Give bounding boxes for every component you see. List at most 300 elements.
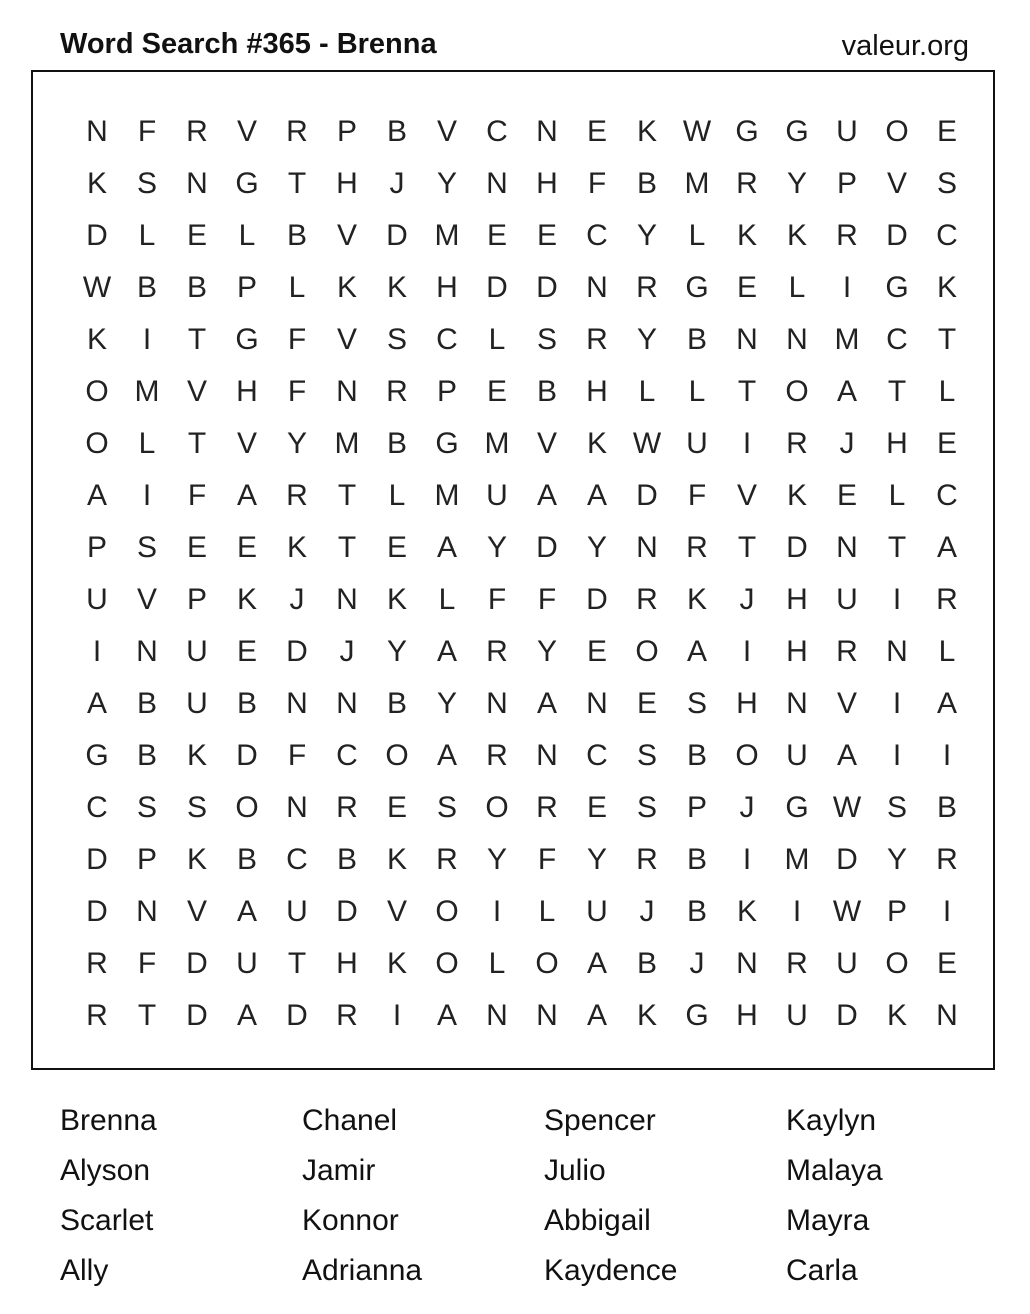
grid-letter: F xyxy=(287,739,307,772)
grid-letter: B xyxy=(636,167,657,200)
grid-letter: D xyxy=(186,999,208,1032)
grid-letter: K xyxy=(636,999,657,1032)
grid-letter: H xyxy=(886,427,908,460)
grid-letter: Y xyxy=(536,635,557,668)
grid-letter: E xyxy=(936,427,957,460)
grid-letter: T xyxy=(187,323,207,356)
grid-letter: A xyxy=(536,687,557,720)
grid-letter: C xyxy=(886,323,908,356)
grid-letter: R xyxy=(836,635,858,668)
grid-letter: T xyxy=(937,323,957,356)
grid-letter: I xyxy=(142,479,152,512)
grid-letter: D xyxy=(786,531,808,564)
grid-letter: G xyxy=(685,999,709,1032)
grid-letter: E xyxy=(536,219,557,252)
grid-letter: F xyxy=(587,167,607,200)
grid-letter: T xyxy=(187,427,207,460)
word-list-item: Kaydence xyxy=(544,1254,678,1287)
grid-letter: J xyxy=(689,947,705,980)
grid-letter: R xyxy=(486,635,508,668)
grid-letter: A xyxy=(586,947,607,980)
grid-letter: Y xyxy=(486,843,507,876)
grid-letter: A xyxy=(236,999,257,1032)
grid-letter: H xyxy=(336,947,358,980)
grid-letter: R xyxy=(186,115,208,148)
grid-letter: D xyxy=(186,947,208,980)
grid-letter: F xyxy=(687,479,707,512)
grid-letter: G xyxy=(435,427,459,460)
grid-letter: S xyxy=(886,791,907,824)
grid-letter: V xyxy=(336,323,357,356)
grid-letter: S xyxy=(136,167,157,200)
grid-letter: H xyxy=(786,583,808,616)
grid-letter: M xyxy=(334,427,360,460)
word-list-item: Adrianna xyxy=(302,1254,423,1287)
grid-letter: E xyxy=(936,115,957,148)
grid-letter: E xyxy=(836,479,857,512)
word-list-item: Carla xyxy=(786,1254,858,1287)
grid-letter: R xyxy=(786,427,808,460)
grid-letter: K xyxy=(286,531,307,564)
grid-letter: F xyxy=(137,947,157,980)
grid-letter: N xyxy=(886,635,908,668)
grid-letter: M xyxy=(434,479,460,512)
grid-letter: O xyxy=(735,739,759,772)
grid-letter: Y xyxy=(586,843,607,876)
grid-letter: W xyxy=(682,115,712,148)
grid-letter: R xyxy=(286,479,308,512)
grid-letter: A xyxy=(436,531,457,564)
grid-letter: H xyxy=(536,167,558,200)
word-list-item: Spencer xyxy=(544,1104,656,1137)
grid-letter: A xyxy=(936,687,957,720)
grid-letter: E xyxy=(186,219,207,252)
grid-letter: W xyxy=(832,791,862,824)
letter-grid xyxy=(72,106,972,1042)
grid-letter: U xyxy=(686,427,708,460)
grid-letter: I xyxy=(942,739,952,772)
grid-letter: A xyxy=(236,479,257,512)
grid-letter: C xyxy=(86,791,108,824)
grid-letter: T xyxy=(887,375,907,408)
grid-letter: K xyxy=(186,843,207,876)
grid-letter: I xyxy=(742,843,752,876)
grid-letter: V xyxy=(536,427,557,460)
word-list-item: Mayra xyxy=(786,1204,870,1237)
grid-letter: O xyxy=(435,895,459,928)
grid-letter: L xyxy=(938,635,956,668)
grid-letter: D xyxy=(536,531,558,564)
grid-letter: V xyxy=(186,375,207,408)
grid-letter: A xyxy=(686,635,707,668)
puzzle-board xyxy=(31,70,995,1070)
grid-letter: G xyxy=(235,167,259,200)
grid-letter: A xyxy=(436,999,457,1032)
grid-letter: O xyxy=(385,739,409,772)
grid-letter: M xyxy=(834,323,860,356)
grid-letter: I xyxy=(892,739,902,772)
grid-letter: S xyxy=(436,791,457,824)
grid-letter: B xyxy=(136,687,157,720)
grid-letter: O xyxy=(85,375,109,408)
grid-letter: C xyxy=(286,843,308,876)
grid-letter: N xyxy=(336,583,358,616)
grid-letter: P xyxy=(836,167,857,200)
word-list-item: Scarlet xyxy=(60,1204,154,1237)
grid-letter: J xyxy=(289,583,305,616)
grid-letter: E xyxy=(186,531,207,564)
grid-letter: Y xyxy=(386,635,407,668)
grid-letter: E xyxy=(486,375,507,408)
grid-letter: B xyxy=(136,271,157,304)
grid-letter: G xyxy=(785,791,809,824)
grid-letter: K xyxy=(786,219,807,252)
grid-letter: Y xyxy=(636,219,657,252)
grid-letter: D xyxy=(486,271,508,304)
grid-letter: L xyxy=(238,219,256,252)
grid-letter: K xyxy=(236,583,257,616)
grid-letter: L xyxy=(888,479,906,512)
grid-letter: U xyxy=(786,739,808,772)
grid-letter: D xyxy=(286,999,308,1032)
grid-letter: B xyxy=(636,947,657,980)
grid-letter: A xyxy=(86,687,107,720)
grid-letter: J xyxy=(339,635,355,668)
grid-letter: W xyxy=(632,427,662,460)
grid-letter: A xyxy=(586,479,607,512)
grid-letter: C xyxy=(586,739,608,772)
grid-letter: A xyxy=(536,479,557,512)
grid-letter: S xyxy=(186,791,207,824)
grid-letter: I xyxy=(892,583,902,616)
grid-letter: E xyxy=(236,635,257,668)
grid-letter: N xyxy=(286,687,308,720)
grid-letter: B xyxy=(686,895,707,928)
grid-letter: M xyxy=(784,843,810,876)
grid-letter: F xyxy=(287,375,307,408)
grid-letter: R xyxy=(636,271,658,304)
grid-letter: G xyxy=(785,115,809,148)
grid-letter: L xyxy=(538,895,556,928)
grid-letter: V xyxy=(886,167,907,200)
grid-letter: T xyxy=(737,531,757,564)
grid-letter: A xyxy=(436,739,457,772)
grid-letter: V xyxy=(736,479,757,512)
grid-letter: N xyxy=(636,531,658,564)
grid-letter: S xyxy=(386,323,407,356)
grid-letter: I xyxy=(92,635,102,668)
grid-letter: U xyxy=(586,895,608,928)
grid-letter: V xyxy=(836,687,857,720)
grid-letter: C xyxy=(486,115,508,148)
grid-letter: E xyxy=(636,687,657,720)
grid-letter: N xyxy=(486,999,508,1032)
grid-letter: U xyxy=(86,583,108,616)
grid-letter: U xyxy=(286,895,308,928)
grid-letter: P xyxy=(686,791,707,824)
grid-letter: C xyxy=(936,479,958,512)
grid-letter: D xyxy=(886,219,908,252)
grid-letter: J xyxy=(389,167,405,200)
grid-letter: F xyxy=(487,583,507,616)
grid-letter: W xyxy=(82,271,112,304)
grid-letter: G xyxy=(85,739,109,772)
grid-letter: B xyxy=(236,687,257,720)
grid-letter: I xyxy=(142,323,152,356)
grid-letter: H xyxy=(736,999,758,1032)
grid-letter: O xyxy=(435,947,459,980)
grid-letter: C xyxy=(936,219,958,252)
grid-letter: O xyxy=(885,947,909,980)
grid-letter: O xyxy=(235,791,259,824)
grid-letter: U xyxy=(836,115,858,148)
grid-letter: B xyxy=(686,843,707,876)
grid-letter: N xyxy=(736,947,758,980)
grid-letter: R xyxy=(936,583,958,616)
grid-letter: Y xyxy=(886,843,907,876)
grid-letter: F xyxy=(187,479,207,512)
grid-letter: N xyxy=(86,115,108,148)
grid-letter: D xyxy=(386,219,408,252)
grid-letter: B xyxy=(386,115,407,148)
grid-letter: I xyxy=(792,895,802,928)
grid-letter: A xyxy=(436,635,457,668)
grid-letter: J xyxy=(739,791,755,824)
grid-letter: K xyxy=(686,583,707,616)
grid-letter: E xyxy=(586,115,607,148)
grid-letter: K xyxy=(936,271,957,304)
grid-letter: G xyxy=(235,323,259,356)
grid-letter: K xyxy=(636,115,657,148)
grid-letter: T xyxy=(287,947,307,980)
grid-letter: N xyxy=(786,687,808,720)
grid-letter: S xyxy=(636,739,657,772)
grid-letter: L xyxy=(788,271,806,304)
grid-letter: Y xyxy=(286,427,307,460)
grid-letter: N xyxy=(586,271,608,304)
grid-letter: F xyxy=(537,843,557,876)
grid-letter: E xyxy=(736,271,757,304)
word-list-item: Ally xyxy=(60,1254,109,1287)
grid-letter: N xyxy=(786,323,808,356)
grid-letter: M xyxy=(684,167,710,200)
grid-letter: S xyxy=(636,791,657,824)
grid-letter: D xyxy=(86,219,108,252)
grid-letter: L xyxy=(288,271,306,304)
grid-letter: D xyxy=(836,999,858,1032)
grid-letter: T xyxy=(337,531,357,564)
grid-letter: P xyxy=(236,271,257,304)
grid-letter: Y xyxy=(486,531,507,564)
word-list-item: Brenna xyxy=(60,1104,157,1137)
grid-letter: A xyxy=(836,375,857,408)
grid-letter: H xyxy=(436,271,458,304)
grid-letter: L xyxy=(138,219,156,252)
grid-letter: P xyxy=(136,843,157,876)
grid-letter: P xyxy=(186,583,207,616)
grid-letter: N xyxy=(736,323,758,356)
grid-letter: Y xyxy=(786,167,807,200)
grid-letter: M xyxy=(434,219,460,252)
grid-letter: L xyxy=(688,375,706,408)
grid-letter: R xyxy=(336,999,358,1032)
grid-letter: N xyxy=(486,687,508,720)
grid-letter: K xyxy=(386,947,407,980)
grid-letter: I xyxy=(492,895,502,928)
grid-letter: U xyxy=(836,583,858,616)
grid-letter: H xyxy=(786,635,808,668)
grid-letter: E xyxy=(586,635,607,668)
grid-letter: B xyxy=(236,843,257,876)
grid-letter: H xyxy=(336,167,358,200)
grid-letter: P xyxy=(86,531,107,564)
grid-letter: R xyxy=(386,375,408,408)
site-name: valeur.org xyxy=(841,30,969,62)
grid-letter: U xyxy=(786,999,808,1032)
grid-letter: V xyxy=(136,583,157,616)
grid-letter: I xyxy=(892,687,902,720)
grid-letter: B xyxy=(386,427,407,460)
grid-letter: E xyxy=(486,219,507,252)
grid-letter: N xyxy=(336,375,358,408)
grid-letter: B xyxy=(686,739,707,772)
grid-letter: D xyxy=(536,271,558,304)
grid-letter: S xyxy=(536,323,557,356)
grid-letter: R xyxy=(686,531,708,564)
grid-letter: T xyxy=(337,479,357,512)
grid-letter: H xyxy=(736,687,758,720)
grid-letter: E xyxy=(236,531,257,564)
grid-letter: B xyxy=(686,323,707,356)
grid-letter: K xyxy=(186,739,207,772)
grid-letter: T xyxy=(737,375,757,408)
grid-letter: O xyxy=(485,791,509,824)
grid-letter: K xyxy=(86,323,107,356)
grid-letter: R xyxy=(336,791,358,824)
word-list-item: Konnor xyxy=(302,1204,399,1237)
grid-letter: B xyxy=(286,219,307,252)
grid-letter: K xyxy=(886,999,907,1032)
grid-letter: F xyxy=(287,323,307,356)
grid-letter: N xyxy=(186,167,208,200)
grid-letter: F xyxy=(537,583,557,616)
grid-letter: A xyxy=(86,479,107,512)
grid-letter: R xyxy=(836,219,858,252)
grid-letter: L xyxy=(488,947,506,980)
grid-letter: D xyxy=(86,895,108,928)
grid-letter: D xyxy=(586,583,608,616)
grid-letter: I xyxy=(942,895,952,928)
grid-letter: O xyxy=(785,375,809,408)
grid-letter: D xyxy=(236,739,258,772)
grid-letter: N xyxy=(536,115,558,148)
grid-letter: T xyxy=(887,531,907,564)
grid-letter: B xyxy=(136,739,157,772)
grid-letter: R xyxy=(736,167,758,200)
grid-letter: N xyxy=(136,635,158,668)
word-list-item: Malaya xyxy=(786,1154,883,1187)
grid-letter: S xyxy=(936,167,957,200)
grid-letter: Y xyxy=(636,323,657,356)
grid-letter: A xyxy=(936,531,957,564)
grid-letter: L xyxy=(638,375,656,408)
grid-letter: N xyxy=(586,687,608,720)
grid-letter: L xyxy=(388,479,406,512)
grid-letter: V xyxy=(386,895,407,928)
grid-letter: P xyxy=(436,375,457,408)
grid-letter: W xyxy=(832,895,862,928)
grid-letter: A xyxy=(586,999,607,1032)
grid-letter: R xyxy=(786,947,808,980)
grid-letter: E xyxy=(936,947,957,980)
grid-letter: R xyxy=(286,115,308,148)
grid-letter: K xyxy=(386,843,407,876)
grid-letter: C xyxy=(436,323,458,356)
grid-letter: P xyxy=(336,115,357,148)
grid-letter: S xyxy=(686,687,707,720)
grid-letter: C xyxy=(586,219,608,252)
grid-letter: L xyxy=(688,219,706,252)
grid-letter: N xyxy=(936,999,958,1032)
grid-letter: N xyxy=(136,895,158,928)
grid-letter: D xyxy=(286,635,308,668)
grid-letter: V xyxy=(336,219,357,252)
grid-letter: B xyxy=(536,375,557,408)
grid-letter: D xyxy=(336,895,358,928)
grid-letter: R xyxy=(936,843,958,876)
word-list xyxy=(60,1096,1030,1296)
grid-letter: L xyxy=(488,323,506,356)
grid-letter: I xyxy=(392,999,402,1032)
grid-letter: K xyxy=(586,427,607,460)
grid-letter: R xyxy=(86,947,108,980)
grid-letter: L xyxy=(938,375,956,408)
grid-letter: L xyxy=(138,427,156,460)
word-list-item: Jamir xyxy=(302,1154,376,1187)
grid-letter: R xyxy=(486,739,508,772)
grid-letter: K xyxy=(86,167,107,200)
grid-letter: K xyxy=(336,271,357,304)
grid-letter: A xyxy=(836,739,857,772)
grid-letter: I xyxy=(842,271,852,304)
grid-letter: U xyxy=(186,687,208,720)
grid-letter: U xyxy=(836,947,858,980)
grid-letter: H xyxy=(236,375,258,408)
grid-letter: O xyxy=(885,115,909,148)
grid-letter: U xyxy=(186,635,208,668)
grid-letter: B xyxy=(186,271,207,304)
grid-letter: B xyxy=(386,687,407,720)
grid-letter: R xyxy=(586,323,608,356)
grid-letter: V xyxy=(436,115,457,148)
grid-letter: D xyxy=(636,479,658,512)
grid-letter: K xyxy=(736,895,757,928)
grid-letter: P xyxy=(886,895,907,928)
grid-letter: R xyxy=(536,791,558,824)
grid-letter: K xyxy=(386,271,407,304)
grid-letter: O xyxy=(635,635,659,668)
grid-letter: K xyxy=(736,219,757,252)
grid-letter: T xyxy=(287,167,307,200)
grid-letter: S xyxy=(136,531,157,564)
grid-letter: E xyxy=(386,531,407,564)
grid-letter: B xyxy=(936,791,957,824)
grid-letter: H xyxy=(586,375,608,408)
grid-letter: R xyxy=(636,583,658,616)
grid-letter: R xyxy=(436,843,458,876)
grid-letter: O xyxy=(85,427,109,460)
grid-letter: Y xyxy=(586,531,607,564)
